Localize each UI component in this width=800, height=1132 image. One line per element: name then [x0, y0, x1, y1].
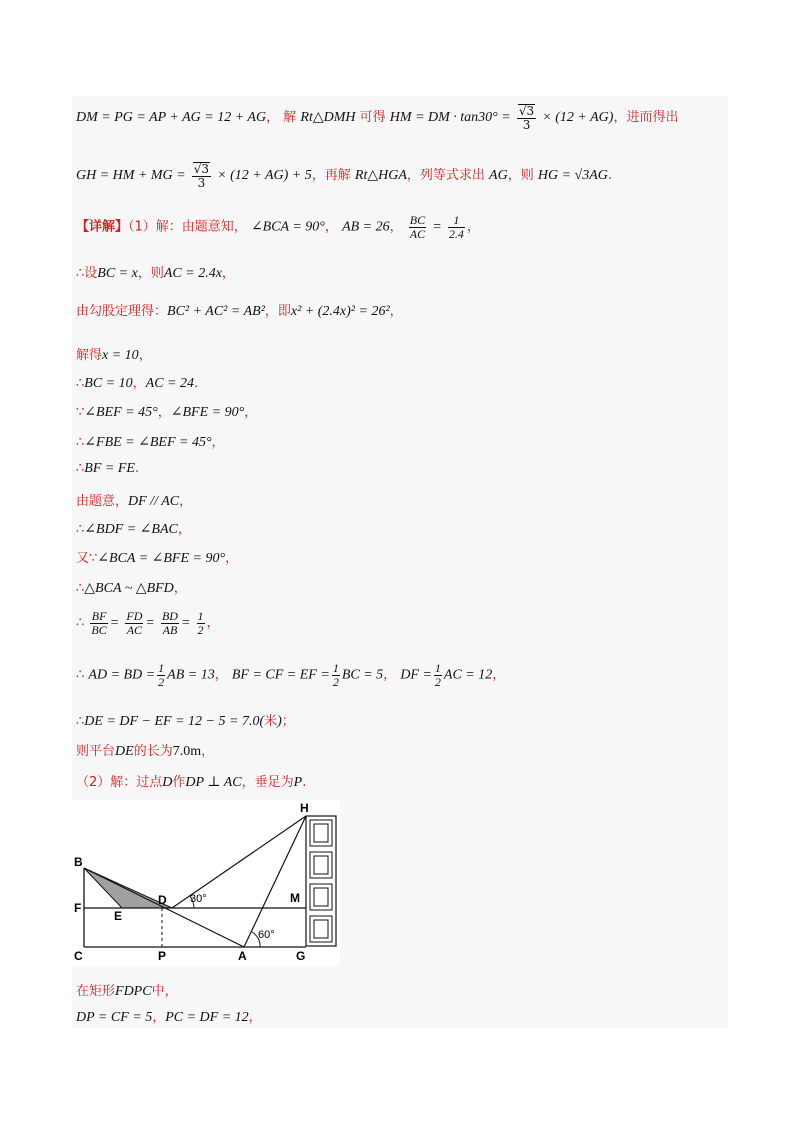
equation: PC = DF = 12: [165, 1010, 249, 1025]
fraction: $\frac{BC}{AC}$: [409, 213, 426, 241]
label-c: C: [74, 949, 83, 963]
equation: DE: [115, 744, 134, 759]
line-12: ∴∠BDF = ∠BAC，: [76, 522, 191, 537]
label-d: D: [158, 893, 167, 907]
line-5: 由勾股定理得：BC² + AC² = AB²，即x² + (2.4x)² = 26²，: [76, 304, 403, 319]
equation: × (12 + AG) + 5: [217, 168, 312, 184]
label-h: H: [300, 801, 309, 815]
line-15: ∴ $\frac{BF}{BC}$ = $\frac{FD}{AC}$ = $\frac{BD}{AB}$ = $\frac{1}{2}$ ，: [76, 609, 220, 637]
line-4: ∴设BC = x，则AC = 2.4x，: [76, 266, 235, 281]
label-b: B: [74, 855, 83, 869]
punct: ，: [266, 110, 280, 126]
equation: BC = x: [97, 266, 138, 281]
text: ，列等式求出: [406, 168, 485, 184]
text: （1）解：由题意知，: [128, 219, 247, 235]
label-g: G: [296, 949, 306, 963]
equation: ∠BDF = ∠BAC: [84, 522, 178, 537]
equation: DP = CF = 5: [76, 1010, 153, 1025]
equation: DE = DF − EF = 12 − 5 = 7.0(: [84, 714, 265, 729]
fraction: $\frac{BD}{AB}$: [161, 609, 178, 637]
fraction: $\frac{1}{2}$: [197, 609, 204, 637]
equation: x² + (2.4x)² = 26²: [290, 304, 390, 319]
equation: DM = PG = AP + AG = 12 + AG: [76, 110, 267, 126]
equation: x = 10: [102, 348, 139, 363]
fraction: $\frac{1}{2.4}$: [448, 213, 464, 241]
label-m: M: [290, 891, 300, 905]
line-11: 由题意，DF // AC，: [76, 494, 193, 509]
line-9: ∴∠FBE = ∠BEF = 45°，: [76, 435, 225, 450]
equation: ∠BEF = 45°: [84, 405, 158, 420]
text: ，则: [507, 168, 534, 184]
equation: HM = DM · tan30° =: [389, 110, 511, 126]
line-6: 解得x = 10，: [76, 348, 152, 363]
equation: DF // AC: [128, 494, 180, 509]
label-a: A: [238, 949, 247, 963]
equation: ∠BFE = 90°: [170, 405, 245, 420]
fraction: $\frac{√3}{3}$: [518, 104, 535, 132]
text: ，进而得出: [613, 110, 679, 126]
text: ，再解: [311, 168, 351, 184]
line-16: ∴ AD = BD = $\frac{1}{2}$ AB = 13， BF = CF = EF = $\frac{1}{2}$ BC = 5， DF = $\frac{1}{2}$ AC = 12，: [76, 661, 506, 689]
equation: ∠BCA = 90°: [250, 219, 325, 235]
fraction: $\frac{BF}{BC}$: [91, 609, 107, 637]
equation: 7.0m: [172, 744, 202, 759]
equation: DP ⊥ AC: [185, 775, 242, 790]
equation: × (12 + AG): [542, 110, 614, 126]
fraction: $\frac{1}{2}$: [332, 661, 339, 689]
fraction: $\frac{√3}{3}$: [193, 162, 210, 190]
equation: Rt△DMH: [300, 110, 356, 126]
label-f: F: [74, 901, 82, 915]
line-8: ∵∠BEF = 45°，∠BFE = 90°，: [76, 405, 258, 420]
angle-label-d: 30°: [190, 893, 207, 905]
text: 可得: [359, 110, 386, 126]
line-13: 又∵∠BCA = ∠BFE = 90°，: [76, 551, 239, 566]
line-18: 则平台DE的长为7.0m，: [76, 744, 215, 759]
line-3: 【详解】（1）解：由题意知， ∠BCA = 90°， AB = 26， $\frac{BC}{AC}$ = $\frac{1}{2.4}$ ，: [76, 213, 480, 241]
line-14: ∴△BCA ~ △BFD，: [76, 581, 187, 596]
line-17: ∴DE = DF − EF = 12 − 5 = 7.0(米)；: [76, 714, 295, 729]
angle-label-a: 60°: [258, 929, 275, 941]
fraction: $\frac{1}{2}$: [158, 661, 165, 689]
label-p: P: [158, 949, 167, 963]
line-2: [76, 162, 612, 189]
line-19: （2）解：过点D作DP ⊥ AC，垂足为P.: [76, 775, 307, 790]
fraction: $\frac{1}{2}$: [434, 661, 441, 689]
line-21: DP = CF = 5，PC = DF = 12，: [76, 1010, 262, 1025]
equation: BF = FE: [84, 461, 135, 476]
equation: Rt△HGA: [354, 168, 407, 184]
equation: BC = 10: [84, 376, 133, 391]
equation: HG = √3AG: [537, 168, 608, 184]
equation: AC = 24: [145, 376, 194, 391]
geometry-figure: [72, 800, 340, 966]
equation: AC = 2.4x: [163, 266, 222, 281]
equation: ∠BCA = ∠BFE = 90°: [97, 551, 226, 566]
label-e: E: [114, 909, 123, 923]
punct: .: [607, 168, 613, 184]
line-10: ∴BF = FE.: [76, 461, 140, 476]
detail-tag: 【详解】: [76, 219, 129, 235]
equation: AG: [489, 168, 508, 184]
fraction: $\frac{FD}{AC}$: [126, 609, 143, 637]
equation: BC² + AC² = AB²: [167, 304, 265, 319]
equation: ∠FBE = ∠BEF = 45°: [84, 435, 212, 450]
text: 解: [283, 110, 297, 126]
equation: △BCA ~ △BFD: [84, 581, 174, 596]
line-20: 在矩形FDPC中，: [76, 984, 178, 999]
equation: GH = HM + MG =: [76, 168, 186, 184]
equation: AB = 26: [342, 219, 390, 235]
equation: FDPC: [115, 984, 152, 999]
line-7: ∴BC = 10，AC = 24.: [76, 376, 199, 391]
line-1: [76, 104, 678, 131]
